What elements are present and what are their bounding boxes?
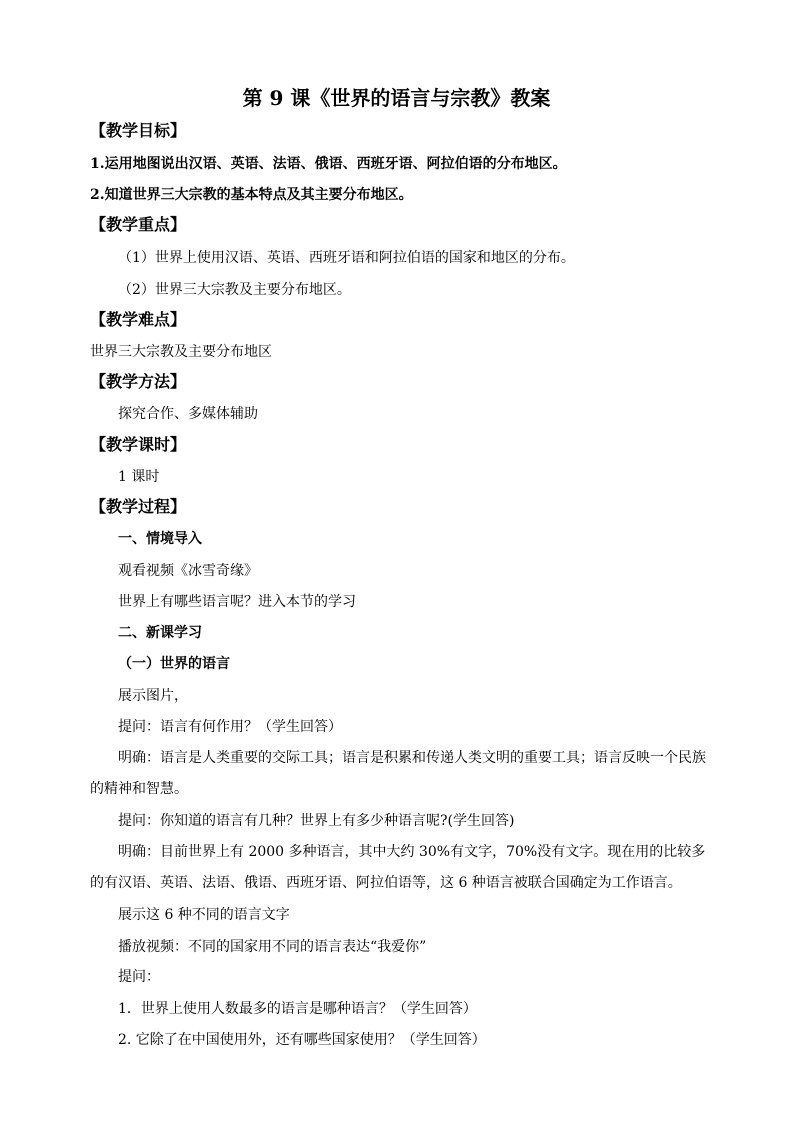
method-heading: 【教学方法】 xyxy=(90,372,187,391)
key-point-1: （1）世界上使用汉语、英语、西班牙语和阿拉伯语的国家和地区的分布。 xyxy=(118,250,575,266)
paragraph-show-picture: 展示图片， xyxy=(118,688,188,704)
subsection-heading-1: （一）世界的语言 xyxy=(118,656,230,672)
difficulty-text: 世界三大宗教及主要分布地区 xyxy=(90,344,272,360)
paragraph-question-1: 提问：语言有何作用？（学生回答） xyxy=(118,719,342,735)
hours-text: 1 课时 xyxy=(118,469,160,485)
section-heading-1: 一、情境导入 xyxy=(118,531,202,547)
method-text: 探究合作、多媒体辅助 xyxy=(118,406,258,422)
paragraph-play-video: 播放视频：不同的国家用不同的语言表达“我爱你” xyxy=(118,939,427,955)
section-heading-2: 二、新课学习 xyxy=(118,625,202,641)
difficulty-heading: 【教学难点】 xyxy=(90,310,187,329)
key-point-2: （2）世界三大宗教及主要分布地区。 xyxy=(118,282,351,298)
paragraph-answer-1: 明确：语言是人类重要的交际工具；语言是积累和传递人类文明的重要工具；语言反映一个民族的精神和智慧。 xyxy=(90,750,706,797)
hours-heading: 【教学课时】 xyxy=(90,435,187,454)
goal-item-1: 1.运用地图说出汉语、英语、法语、俄语、西班牙语、阿拉伯语的分布地区。 xyxy=(90,156,567,172)
paragraph-question-2: 提问：你知道的语言有几种？世界上有多少种语言呢?(学生回答) xyxy=(118,813,515,829)
paragraph-video: 观看视频《冰雪奇缘》 xyxy=(118,563,258,579)
paragraph-show-six-languages: 展示这 6 种不同的语言文字 xyxy=(118,907,290,923)
key-points-heading: 【教学重点】 xyxy=(90,215,187,234)
paragraph-answer-2: 明确：目前世界上有 2000 多种语言，其中大约 30%有文字，70%没有文字。现在用的比较多的有汉语、英语、法语、俄语、西班牙语、阿拉伯语等，这 6 种语言被联合国确定为工作语言。 xyxy=(90,844,706,891)
page-title: 第 9 课《世界的语言与宗教》教案 xyxy=(242,86,551,110)
paragraph-ask: 提问： xyxy=(118,969,160,985)
question-item-2: 2. 它除了在中国使用外，还有哪些国家使用？（学生回答） xyxy=(118,1032,486,1048)
paragraph-intro: 世界上有哪些语言呢？进入本节的学习 xyxy=(118,594,356,610)
process-heading: 【教学过程】 xyxy=(90,497,187,516)
goal-item-2: 2.知道世界三大宗教的基本特点及其主要分布地区。 xyxy=(90,187,413,203)
question-item-1: 1．世界上使用人数最多的语言是哪种语言？（学生回答） xyxy=(118,1001,477,1017)
goals-heading: 【教学目标】 xyxy=(90,121,187,140)
